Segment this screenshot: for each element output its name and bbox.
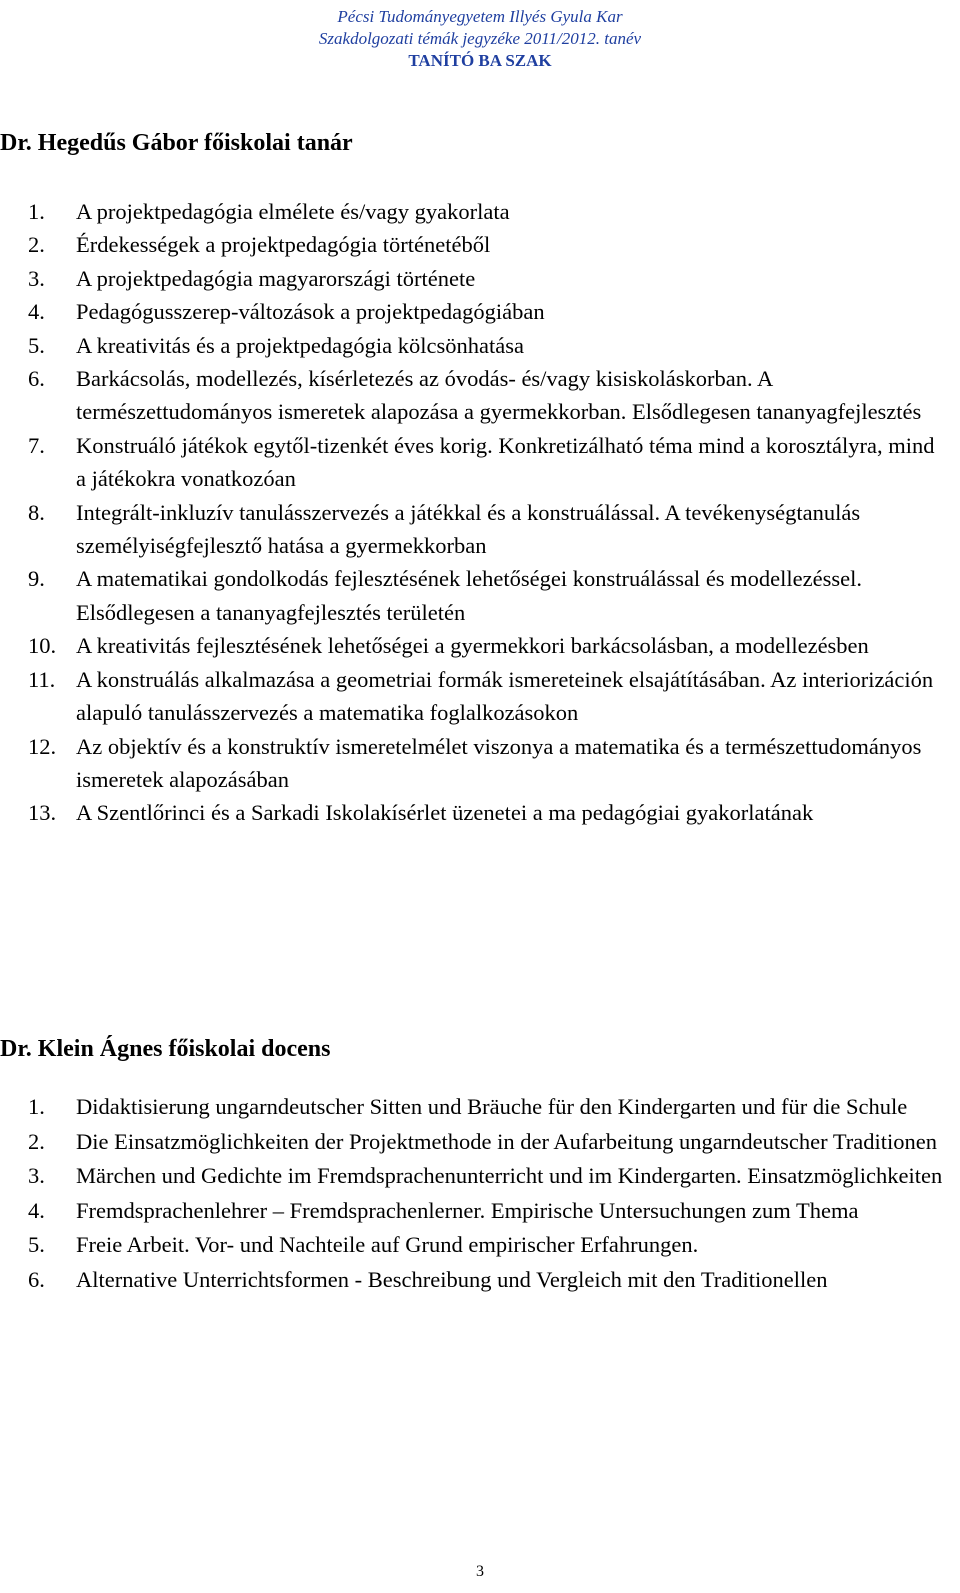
item-text: A projektpedagógia elmélete és/vagy gyakorlata xyxy=(76,199,510,224)
list-item xyxy=(28,1228,944,1262)
item-text: Alternative Unterrichtsformen - Beschreibung und Vergleich mit den Traditionellen xyxy=(76,1266,828,1292)
list-item xyxy=(28,496,944,563)
item-text: Pedagógusszerep-változások a projektpedagógiában xyxy=(76,299,545,325)
item-number: 7. xyxy=(28,432,45,458)
item-number: 4. xyxy=(28,1197,45,1223)
item-number: 1. xyxy=(28,1094,45,1119)
item-number: 11. xyxy=(28,666,56,692)
item-text: Az objektív és a konstruktív ismeretelmélet viszonya a matematika és a természettudományos ismeretek alapozásában xyxy=(76,733,922,792)
list-item xyxy=(28,730,944,797)
item-number: 1. xyxy=(28,199,45,224)
list-item xyxy=(28,1159,944,1193)
header-subtitle: Szakdolgozati témák jegyzéke 2011/2012. tanév xyxy=(318,29,642,48)
page-header xyxy=(0,6,960,72)
item-text: A Szentlőrinci és a Sarkadi Iskolakísérlet üzenetei a ma pedagógiai gyakorlatának xyxy=(76,800,814,826)
item-number: 5. xyxy=(28,332,45,358)
item-number: 6. xyxy=(28,1266,45,1292)
list-item xyxy=(28,663,944,730)
topic-list-hegedus xyxy=(28,195,944,830)
list-item xyxy=(28,362,944,429)
item-number: 9. xyxy=(28,566,45,592)
list-item xyxy=(28,228,944,261)
header-institution: Pécsi Tudományegyetem Illyés Gyula Kar xyxy=(337,7,623,26)
section-title-hegedus: Dr. Hegedűs Gábor főiskolai tanár xyxy=(0,130,353,156)
item-text: Die Einsatzmöglichkeiten der Projektmethode in der Aufarbeitung ungarndeutscher Traditionen xyxy=(76,1128,938,1154)
item-number: 6. xyxy=(28,366,45,392)
item-number: 8. xyxy=(28,499,45,525)
list-item xyxy=(28,1194,944,1228)
item-text: A konstruálás alkalmazása a geometriai formák ismereteinek elsajátításában. Az interiorizáción alapuló tanulásszervezés a matematika foglalkozásokon xyxy=(76,666,934,726)
item-text: Didaktisierung ungarndeutscher Sitten und Bräuche für den Kindergarten und für die Schule xyxy=(76,1094,908,1119)
list-item xyxy=(28,1263,944,1297)
item-number: 10. xyxy=(28,633,57,659)
item-number: 3. xyxy=(28,1163,45,1188)
list-item xyxy=(28,262,944,295)
topic-list-klein xyxy=(28,1090,944,1297)
list-item xyxy=(28,1125,944,1159)
item-number: 2. xyxy=(28,232,45,258)
item-text: Integrált-inkluzív tanulásszervezés a játékkal és a konstruálással. A tevékenységtanulás személyiségfejlesztő hatása a gyermekkorban xyxy=(76,499,861,559)
list-item xyxy=(28,295,944,328)
item-text: Fremdsprachenlehrer – Fremdsprachenlerner. Empirische Untersuchungen zum Thema xyxy=(76,1197,859,1223)
item-number: 13. xyxy=(28,800,57,826)
list-item xyxy=(28,195,944,228)
list-item xyxy=(28,429,944,496)
item-text: A matematikai gondolkodás fejlesztésének lehetőségei konstruálással és modellezéssel. Elsődlegesen a tananyagfejlesztés területén xyxy=(76,566,863,625)
list-item xyxy=(28,562,944,629)
item-text: Freie Arbeit. Vor- und Nachteile auf Grund empirischer Erfahrungen. xyxy=(76,1232,699,1257)
item-number: 3. xyxy=(28,265,45,291)
header-program: TANÍTÓ BA SZAK xyxy=(408,51,552,70)
item-number: 2. xyxy=(28,1128,45,1154)
item-text: A kreativitás fejlesztésének lehetőségei a gyermekkori barkácsolásban, a modellezésben xyxy=(76,633,869,659)
item-number: 12. xyxy=(28,733,57,759)
item-text: A projektpedagógia magyarországi története xyxy=(76,265,476,291)
list-item xyxy=(28,329,944,362)
item-text: Konstruáló játékok egytől-tizenkét éves korig. Konkretizálható téma mind a korosztályra, mind a játékokra vonatkozóan xyxy=(76,432,935,492)
section-title-klein: Dr. Klein Ágnes főiskolai docens xyxy=(0,1036,331,1062)
item-text: Märchen und Gedichte im Fremdsprachenunterricht und im Kindergarten. Einsatzmöglichkeiten xyxy=(76,1163,943,1188)
item-text: Barkácsolás, modellezés, kísérletezés az óvodás- és/vagy kisiskoláskorban. A természettudományos ismeretek alapozása a gyermekkorban. Elsődlegesen tananyagfejlesztés xyxy=(76,366,922,425)
item-number: 4. xyxy=(28,299,45,325)
item-text: A kreativitás és a projektpedagógia kölcsönhatása xyxy=(76,332,524,358)
item-text: Érdekességek a projektpedagógia történetéből xyxy=(76,232,491,258)
item-number: 5. xyxy=(28,1232,45,1257)
list-item xyxy=(28,1090,944,1124)
page-number: 3 xyxy=(476,1563,484,1580)
list-item xyxy=(28,796,944,829)
list-item xyxy=(28,629,944,662)
